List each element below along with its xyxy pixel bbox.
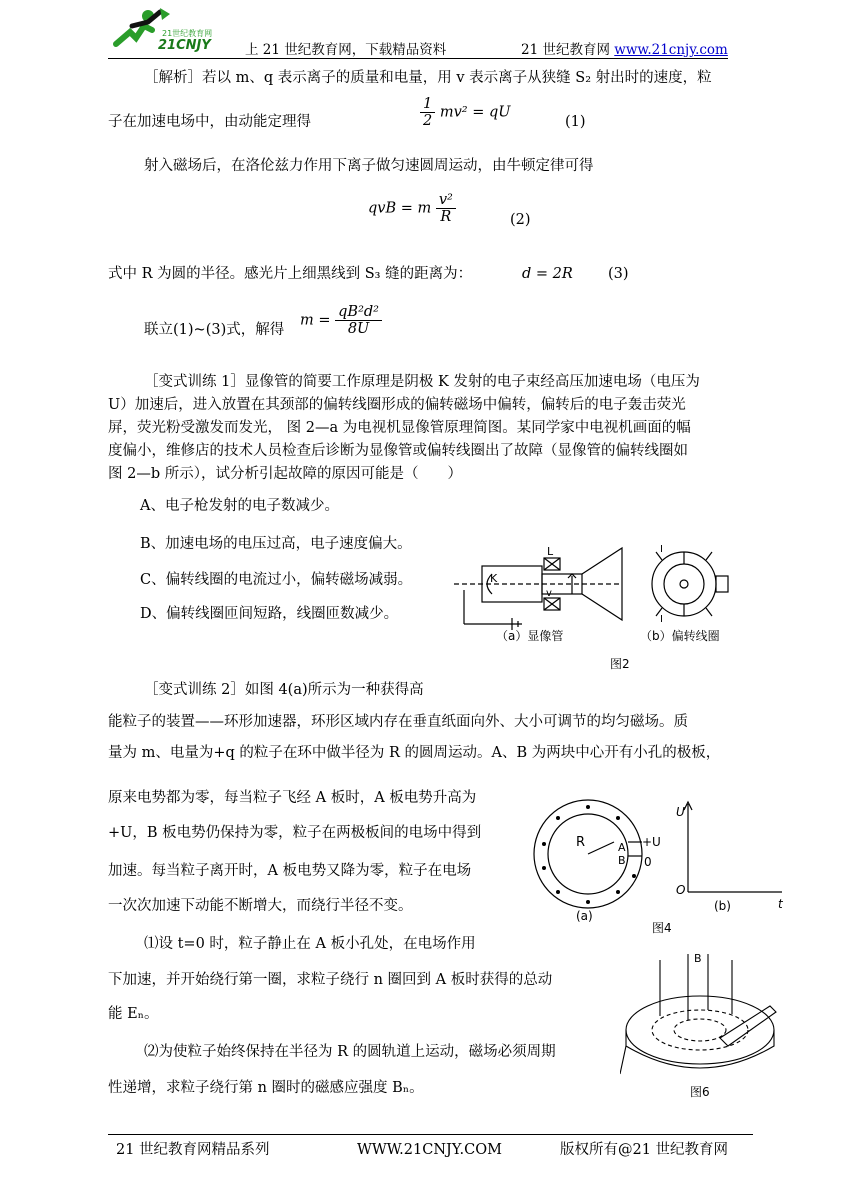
header-site-label: 21 世纪教育网	[521, 42, 615, 58]
ex2-line-2	[108, 712, 688, 732]
svg-text:21CNJY: 21CNJY	[158, 38, 211, 53]
analysis-line-5: 联立(1)~(3)式，解得	[144, 322, 285, 338]
header-rule	[108, 58, 728, 59]
svg-text:A: A	[618, 841, 626, 854]
svg-text:U: U	[676, 805, 685, 819]
svg-text:0: 0	[644, 855, 652, 869]
ex2-line-9: 下加速，并开始绕行第一圈，求粒子绕行 n 圈回到 A 板时获得的总动	[108, 972, 553, 988]
ex2-line-5: +U，B 板电势仍保持为零，粒子在两极板间的电场中得到	[108, 825, 482, 841]
ex1-option-c: C、偏转线圈的电流过小，偏转磁场减弱。	[140, 572, 413, 588]
ex1-line-4: 度偏小，维修店的技术人员检查后诊断为显像管或偏转线圈出了故障（显像管的偏转线圈如	[108, 443, 688, 459]
equation-1: $\frac{1}{2}$ mv² = qU	[420, 96, 510, 129]
ex1-line-2: U）加速后，进入放置在其颈部的偏转线圈形成的偏转磁场中偏转，偏转后的电子轰击荧光	[108, 397, 686, 413]
equation-1-number: (1)	[565, 114, 586, 130]
ex1-line-1: ［变式训练 1］显像管的简要工作原理是阴极 K 发射的电子束经高压加速电场（电压为	[144, 374, 700, 390]
ex2-line-2-text: 能粒子的装置——环形加速器，环形区域内存在垂直纸面向外、大小可调节的均匀磁场。质	[108, 714, 688, 730]
footer-center: WWW.21CNJY.COM	[357, 1142, 502, 1158]
equation-3-number: (3)	[608, 266, 629, 282]
ex2-line-4: 原来电势都为零，每当粒子飞经 A 板时，A 板电势升高为	[108, 790, 477, 806]
analysis-line-3: 射入磁场后，在洛伦兹力作用下离子做匀速圆周运动，由牛顿定律可得	[144, 158, 594, 174]
equation-2-number: (2)	[510, 212, 531, 228]
footer-left: 21 世纪教育网精品系列	[116, 1142, 270, 1158]
runner-logo-icon	[108, 4, 218, 56]
ex1-line-5: 图 2—b 所示），试分析引起故障的原因可能是（ ）	[108, 466, 462, 482]
analysis-line-1: ［解析］若以 m、q 表示离子的质量和电量，用 v 表示离子从狭缝 S₂ 射出时的速度，粒	[144, 70, 712, 86]
equation-3: d = 2R	[522, 266, 573, 282]
figure-4	[530, 796, 790, 940]
svg-text:(b): (b)	[714, 899, 731, 913]
ex2-line-3: 量为 m、电量为+q 的粒子在环中做半径为 R 的圆周运动。A、B 为两块中心开有小孔的极板，	[108, 745, 721, 761]
footer-rule	[108, 1134, 753, 1135]
svg-text:K: K	[490, 572, 498, 585]
ex2-line-7: 一次次加速下动能不断增大，而绕行半径不变。	[108, 898, 413, 914]
svg-text:R: R	[576, 835, 586, 850]
ex2-line-8: ⑴设 t=0 时，粒子静止在 A 板小孔处，在电场作用	[144, 936, 476, 952]
header-tagline: 上 21 世纪教育网，下载精品资料	[245, 42, 447, 58]
equation-2: qvB = m $\frac{\text{v²}}{R}$	[368, 192, 456, 225]
svg-text:v: v	[546, 588, 552, 599]
ex1-option-a: A、电子枪发射的电子数减少。	[140, 498, 339, 514]
svg-text:（b）偏转线圈: （b）偏转线圈	[640, 629, 720, 643]
footer-right: 版权所有@21 世纪教育网	[560, 1142, 729, 1158]
site-logo	[108, 4, 218, 56]
svg-text:图4: 图4	[652, 921, 672, 935]
svg-text:图2: 图2	[610, 657, 630, 671]
equation-4: m = $\frac{\text{qB²d²}}{8U}$	[300, 304, 382, 337]
ex2-line-10: 能 Eₙ。	[108, 1006, 159, 1022]
svg-text:O: O	[676, 883, 686, 897]
ex1-option-d: D、偏转线圈匝间短路，线圈匝数减少。	[140, 606, 399, 622]
svg-text:t: t	[778, 897, 783, 911]
figure-6	[620, 950, 780, 1100]
ex1-line-3: 屏，荧光粉受激发而发光， 图 2—a 为电视机显像管原理简图。某同学家中电视机画面的幅	[108, 420, 691, 436]
svg-text:+U: +U	[642, 835, 661, 849]
ex2-line-12: 性递增，求粒子绕行第 n 圈时的磁感应强度 Bₙ。	[108, 1080, 424, 1096]
svg-text:I: I	[660, 544, 663, 555]
header-site-link[interactable]: www.21cnjy.com	[614, 42, 728, 58]
analysis-line-2: 子在加速电场中，由动能定理得	[108, 114, 311, 130]
svg-text:（a）显像管: （a）显像管	[496, 629, 564, 643]
header-site	[521, 40, 728, 60]
svg-text:(a): (a)	[576, 909, 593, 923]
svg-text:图6: 图6	[690, 1085, 710, 1099]
ex2-line-11: ⑵为使粒子始终保持在半径为 R 的圆轨道上运动，磁场必须周期	[144, 1044, 556, 1060]
svg-text:21世纪教育网: 21世纪教育网	[162, 29, 213, 38]
svg-text:I: I	[660, 614, 663, 625]
svg-text:L: L	[547, 545, 554, 558]
analysis-line-4: 式中 R 为圆的半径。感光片上细黑线到 S₃ 缝的距离为：	[108, 266, 473, 282]
ex2-line-6: 加速。每当粒子离开时，A 板电势又降为零，粒子在电场	[108, 863, 472, 879]
svg-text:B: B	[694, 952, 702, 965]
ex1-option-b: B、加速电场的电压过高，电子速度偏大。	[140, 536, 412, 552]
svg-text:B: B	[618, 854, 626, 867]
figure-2	[452, 544, 742, 676]
ex2-line-1: ［变式训练 2］如图 4(a)所示为一种获得高	[144, 682, 424, 698]
